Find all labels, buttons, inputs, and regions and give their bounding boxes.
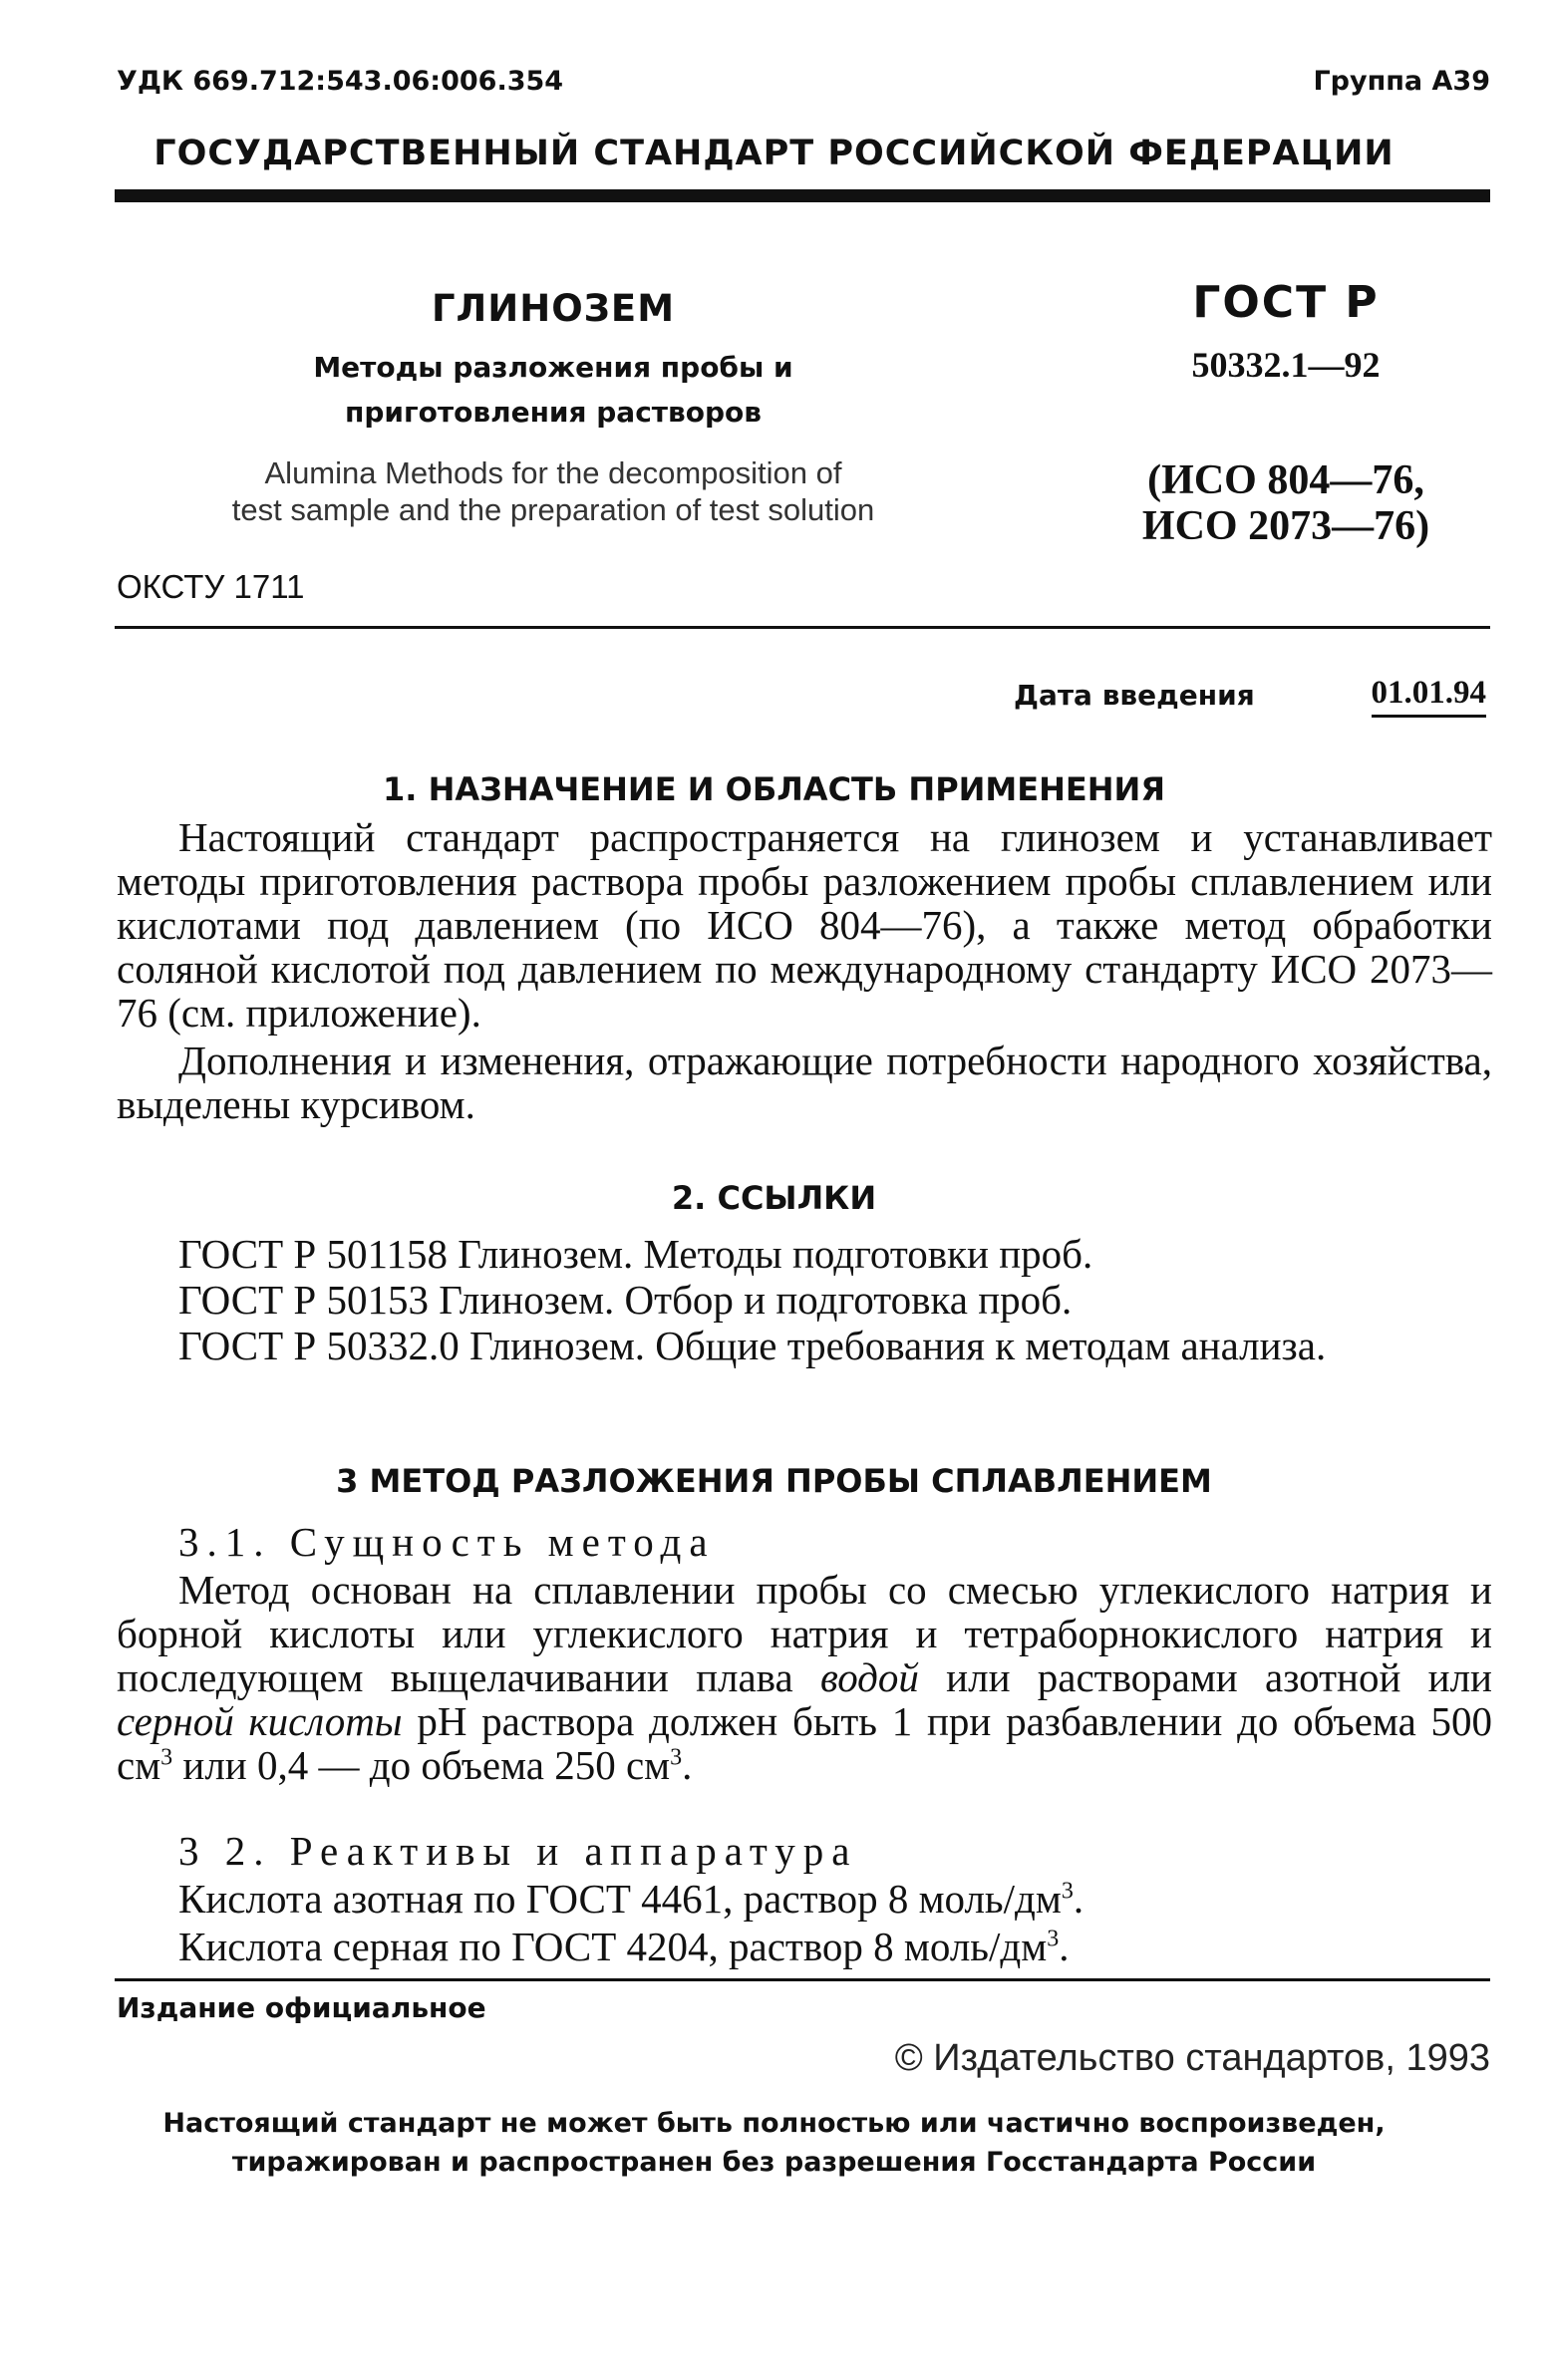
iso-reference-2: ИСО 2073—76)	[1141, 503, 1430, 549]
reproduction-notice-line-1: Настоящий стандарт не может быть полностью или частично воспроизведен,	[162, 2108, 1386, 2139]
subsection-3-1-text	[117, 1568, 1492, 1787]
gost-number: 50332.1—92	[1191, 345, 1381, 385]
okstu-code: ОКСТУ 1711	[117, 568, 305, 605]
udk-code: УДК 669.712:543.06:006.354	[117, 66, 564, 97]
iso-reference-1: (ИСО 804—76,	[1147, 457, 1424, 503]
footer-divider	[115, 1978, 1490, 1981]
subsection-3-2-title: 3 2. Реактивы и аппаратура	[178, 1828, 858, 1874]
state-standard-title: ГОСУДАРСТВЕННЫЙ СТАНДАРТ РОССИЙСКОЙ ФЕДЕРАЦИИ	[154, 134, 1394, 173]
official-edition-label: Издание официальное	[117, 1991, 486, 2024]
superscript-3: 3	[1061, 1878, 1074, 1905]
method-text-part-2: или растворами азотной или	[946, 1654, 1492, 1700]
reagent-1	[117, 1877, 1492, 1921]
method-text-part-5: .	[682, 1742, 693, 1788]
section-1-heading: 1. НАЗНАЧЕНИЕ И ОБЛАСТЬ ПРИМЕНЕНИЯ	[383, 770, 1165, 808]
date-value	[1341, 675, 1486, 712]
reference-3: ГОСТ Р 50332.0 Глинозем. Общие требования к методам анализа.	[178, 1323, 1327, 1368]
reagent-1-text: Кислота азотная по ГОСТ 4461, раствор 8 моль/дм	[178, 1876, 1062, 1922]
date-value-text: 01.01.94	[1372, 675, 1487, 718]
group-code: Группа А39	[1313, 66, 1490, 97]
reagent-2-text: Кислота серная по ГОСТ 4204, раствор 8 моль/дм	[178, 1924, 1048, 1969]
reagent-2	[117, 1925, 1492, 1968]
method-text-part-1: Метод основан на сплавлении пробы со смесью углекислого натрия и борной кислоты или углекислого натрия и тетраборнокислого натрия и последующем выщелачивании плава	[117, 1567, 1492, 1700]
reference-1: ГОСТ Р 501158 Глинозем. Методы подготовки проб.	[178, 1231, 1093, 1277]
method-text-part-3: pH раствора должен быть 1 при разбавлении до объема 500 см	[117, 1698, 1493, 1788]
superscript-3: 3	[1047, 1926, 1060, 1952]
reference-2: ГОСТ Р 50153 Глинозем. Отбор и подготовка проб.	[178, 1277, 1073, 1323]
section-2-heading: 2. ССЫЛКИ	[671, 1179, 877, 1217]
reproduction-notice-line-2: тиражирован и распространен без разрешения Госстандарта России	[231, 2147, 1317, 2178]
method-text-italic-1: водой	[819, 1654, 919, 1700]
section-3-heading: 3 МЕТОД РАЗЛОЖЕНИЯ ПРОБЫ СПЛАВЛЕНИЕМ	[336, 1462, 1212, 1500]
english-title-line-1: Alumina Methods for the decomposition of	[264, 455, 842, 490]
superscript-3: 3	[160, 1744, 173, 1771]
method-text-part-4: или 0,4 — до объема 250 см	[172, 1742, 671, 1788]
title-divider	[115, 626, 1490, 629]
reagent-2-period: .	[1059, 1924, 1070, 1969]
section-1-paragraph-1: Настоящий стандарт распространяется на глинозем и устанавливает методы приготовления раствора пробы разложением пробы сплавлением или кислотами под давлением (по ИСО 804—76), а также метод обработки соляной кислотой под давлением по международному стандарту ИСО 2073—76 (см. приложение).	[117, 814, 1492, 1036]
section-1-paragraph-2: Дополнения и изменения, отражающие потребности народного хозяйства, выделены курсивом.	[117, 1038, 1492, 1127]
copyright-line: © Издательство стандартов, 1993	[894, 2037, 1490, 2079]
english-title-line-2: test sample and the preparation of test solution	[231, 492, 875, 527]
subtitle-line-2: приготовления растворов	[345, 396, 762, 429]
document-title: ГЛИНОЗЕМ	[431, 287, 676, 330]
date-label: Дата введения	[1014, 679, 1255, 712]
subtitle-line-1: Методы разложения пробы и	[313, 351, 793, 384]
subsection-3-1-title: 3.1. Сущность метода	[178, 1519, 716, 1565]
method-text-italic-2: серной кислоты	[117, 1698, 403, 1744]
header-divider	[115, 189, 1490, 202]
gost-label: ГОСТ Р	[1192, 277, 1380, 328]
superscript-3: 3	[670, 1744, 683, 1771]
reagent-1-period: .	[1073, 1876, 1084, 1922]
